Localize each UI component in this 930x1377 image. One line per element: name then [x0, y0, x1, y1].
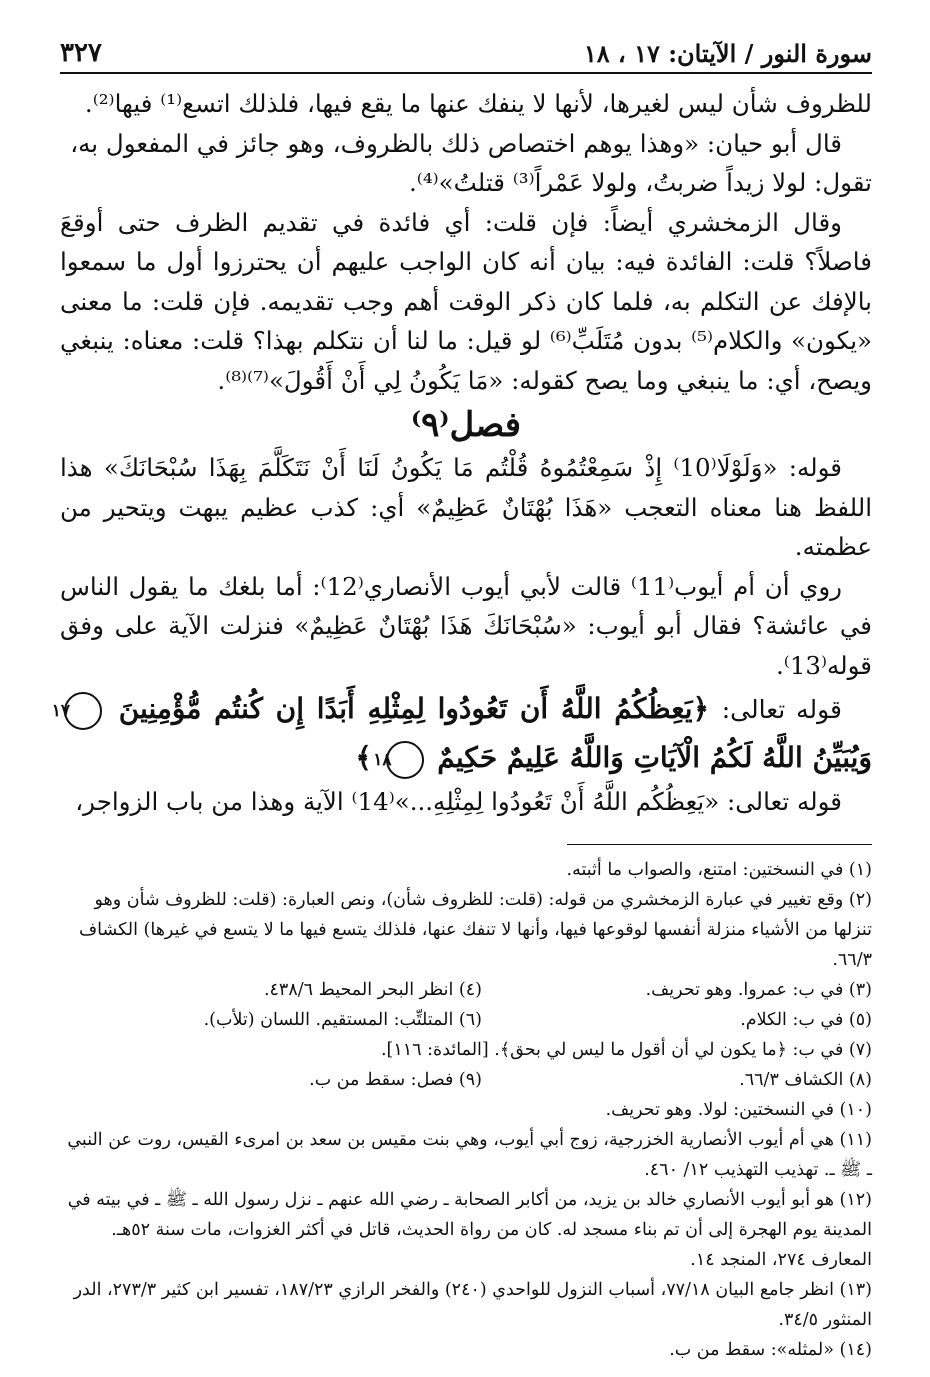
paragraph: للظروف شأن ليس لغيرها، لأنها لا ينفك عنها ما يقع فيها، فلذلك اتسع⁽¹⁾ فيها⁽²⁾. — [84, 89, 872, 118]
footnote: (١٢) هو أبو أيوب الأنصاري خالد بن يزيد، من أكابر الصحابة ـ رضي الله عنهم ـ نزل رسول الله ـ ﷺ ـ في بيته في المدينة يوم الهجرة إلى أن تم بناء مسجد له. كان من رواة الحديث، قاتل في أكثر الغزوات، مات سنة ٥٢هـ. المعارف ٢٧٤، المنجد ١٤. — [67, 1189, 872, 1270]
footnote: (٥) في ب: الكلام. — [740, 1009, 872, 1030]
footnote: (١١) هي أم أيوب الأنصارية الخزرجية، زوج أبي أيوب، وهي بنت مقيس بن سعد بن امرىء القيس، روت عن النبي ـ ﷺ ـ. تهذيب التهذيب ١٢/ ٤٦٠. — [67, 1129, 872, 1180]
section-heading: فصل⁽٩⁾ — [410, 405, 522, 445]
footnote: (١٣) انظر جامع البيان ٧٧/١٨، أسباب النزول للواحدي (٢٤٠) والفخر الرازي ١٨٧/٢٣، تفسير ابن كثير ٢٧٣/٣، الدر المنثور ٣٤/٥. — [73, 1279, 872, 1330]
footnote-row — [60, 1005, 872, 1035]
paragraph: تقول: لولا زيداً ضربتُ، ولولا عَمْراً⁽³⁾ قتلتُ»⁽⁴⁾. — [409, 168, 872, 197]
footnote: (٤) انظر البحر المحيط ٤٣٨/٦. — [263, 979, 482, 1000]
footnote-row — [60, 975, 872, 1005]
footnote: (١٤) «لمثله»: سقط من ب. — [669, 1339, 872, 1360]
paragraph: روي أن أم أيوب⁽11⁾ قالت لأبي أيوب الأنصاري⁽12⁾: أما بلغك ما يقول الناس في عائشة؟ فقال أبو أيوب: «سُبْحَانَكَ هَذَا بُهْتَانٌ عَظِيمٌ» فنزلت الآية على وفق قوله⁽13⁾. — [60, 571, 872, 680]
page-number: ٣٢٧ — [60, 38, 102, 68]
footnote: (٨) الكشاف ٦٦/٣. — [739, 1069, 872, 1090]
verse-close: ﴾ — [355, 741, 372, 774]
footnote: (١) في النسختين: امتنع، والصواب ما أثبته. — [566, 859, 872, 880]
verse-lead: قوله تعالى: — [721, 695, 843, 724]
footnote: (٧) في ب: ﴿ما يكون لي أن أقول ما ليس لي بحق﴾. [المائدة: ١١٦]. — [380, 1039, 872, 1060]
footnote: (١٠) في النسختين: لولا. وهو تحريف. — [605, 1099, 872, 1120]
verse-text: وَيُبَيِّنُ اللَّهُ لَكُمُ الْآيَاتِ وَاللَّهُ عَلِيمٌ حَكِيمٌ — [437, 741, 872, 774]
footnote-row — [60, 1065, 872, 1095]
footnotes — [60, 855, 872, 1365]
paragraph: قوله: «وَلَوْلَا⁽10⁾ إِذْ سَمِعْتُمُوهُ قُلْتُم مَا يَكُونُ لَنَا أَنْ نَتَكَلَّمَ بِهَذَا سُبْحَانَكَ» هذا اللفظ هنا معناه التعجب «هَذَا بُهْتَانٌ عَظِيمٌ» أي: كذب عظيم يبهت ويتحير من عظمته. — [60, 453, 872, 561]
main-text — [51, 84, 873, 822]
running-title: سورة النور / الآيتان: ١٧ ، ١٨ — [583, 39, 872, 68]
paragraph: قوله تعالى: «يَعِظُكُم اللَّهُ أَنْ تَعُودُوا لِمِثْلِهِ...»⁽14⁾ الآية وهذا من باب الزواجر، — [75, 787, 842, 816]
ayah-number-mark: ١٨ — [386, 741, 424, 779]
footnote: (٢) وقع تغيير في عبارة الزمخشري من قوله: (قلت: للظروف شأن)، ونص العبارة: (قلت: للظروف شأن وهو تنزلها من الأشياء منزلة أنفسها لوقوعها فيها، وأنها لا تنفك عنها، فلذلك يتسع فيها ما لا يتسع في غيرها) الكشاف ٦٦/٣. — [79, 889, 872, 970]
footnote-separator — [567, 844, 872, 845]
paragraph: قال أبو حيان: «وهذا يوهم اختصاص ذلك بالظروف، وهو جائز في المفعول به، — [70, 128, 842, 158]
page-header — [60, 28, 872, 74]
paragraph: وقال الزمخشري أيضاً: فإن قلت: أي فائدة في تقديم الظرف حتى أوقعَ فاصلاً؟ قلت: الفائدة فيه: بيان أنه كان الواجب عليهم أن يحترزوا أول ما سمعوا بالإفك عن التكلم به، فلما كان ذكر الوقت أهم وجب تقديمه. فإن قلت: ما معنى «يكون» والكلام⁽⁵⁾ بدون مُتَلَبِّ⁽⁶⁾ لو قيل: ما لنا أن نتكلم بهذا؟ قلت: معناه: ينبغي ويصح، أي: ما ينبغي وما يصح كقوله: «مَا يَكُونُ لِي أَنْ أَقُولَ»⁽⁷⁾⁽⁸⁾. — [60, 207, 873, 395]
book-page — [51, 28, 873, 1365]
footnote: (٩) فصل: سقط من ب. — [309, 1069, 482, 1090]
quran-verse — [51, 685, 872, 782]
footnote: (٦) المتلتِّب: المستقيم. اللسان (تلأب). — [203, 1009, 482, 1030]
footnote: (٣) في ب: عمروا. وهو تحريف. — [645, 979, 872, 1000]
verse-text: ﴿يَعِظُكُمُ اللَّهُ أَن تَعُودُوا لِمِثْلِهِ أَبَدًا إِن كُنتُم مُّؤْمِنِينَ — [118, 692, 709, 725]
ayah-number-mark: ١٧ — [64, 692, 102, 730]
